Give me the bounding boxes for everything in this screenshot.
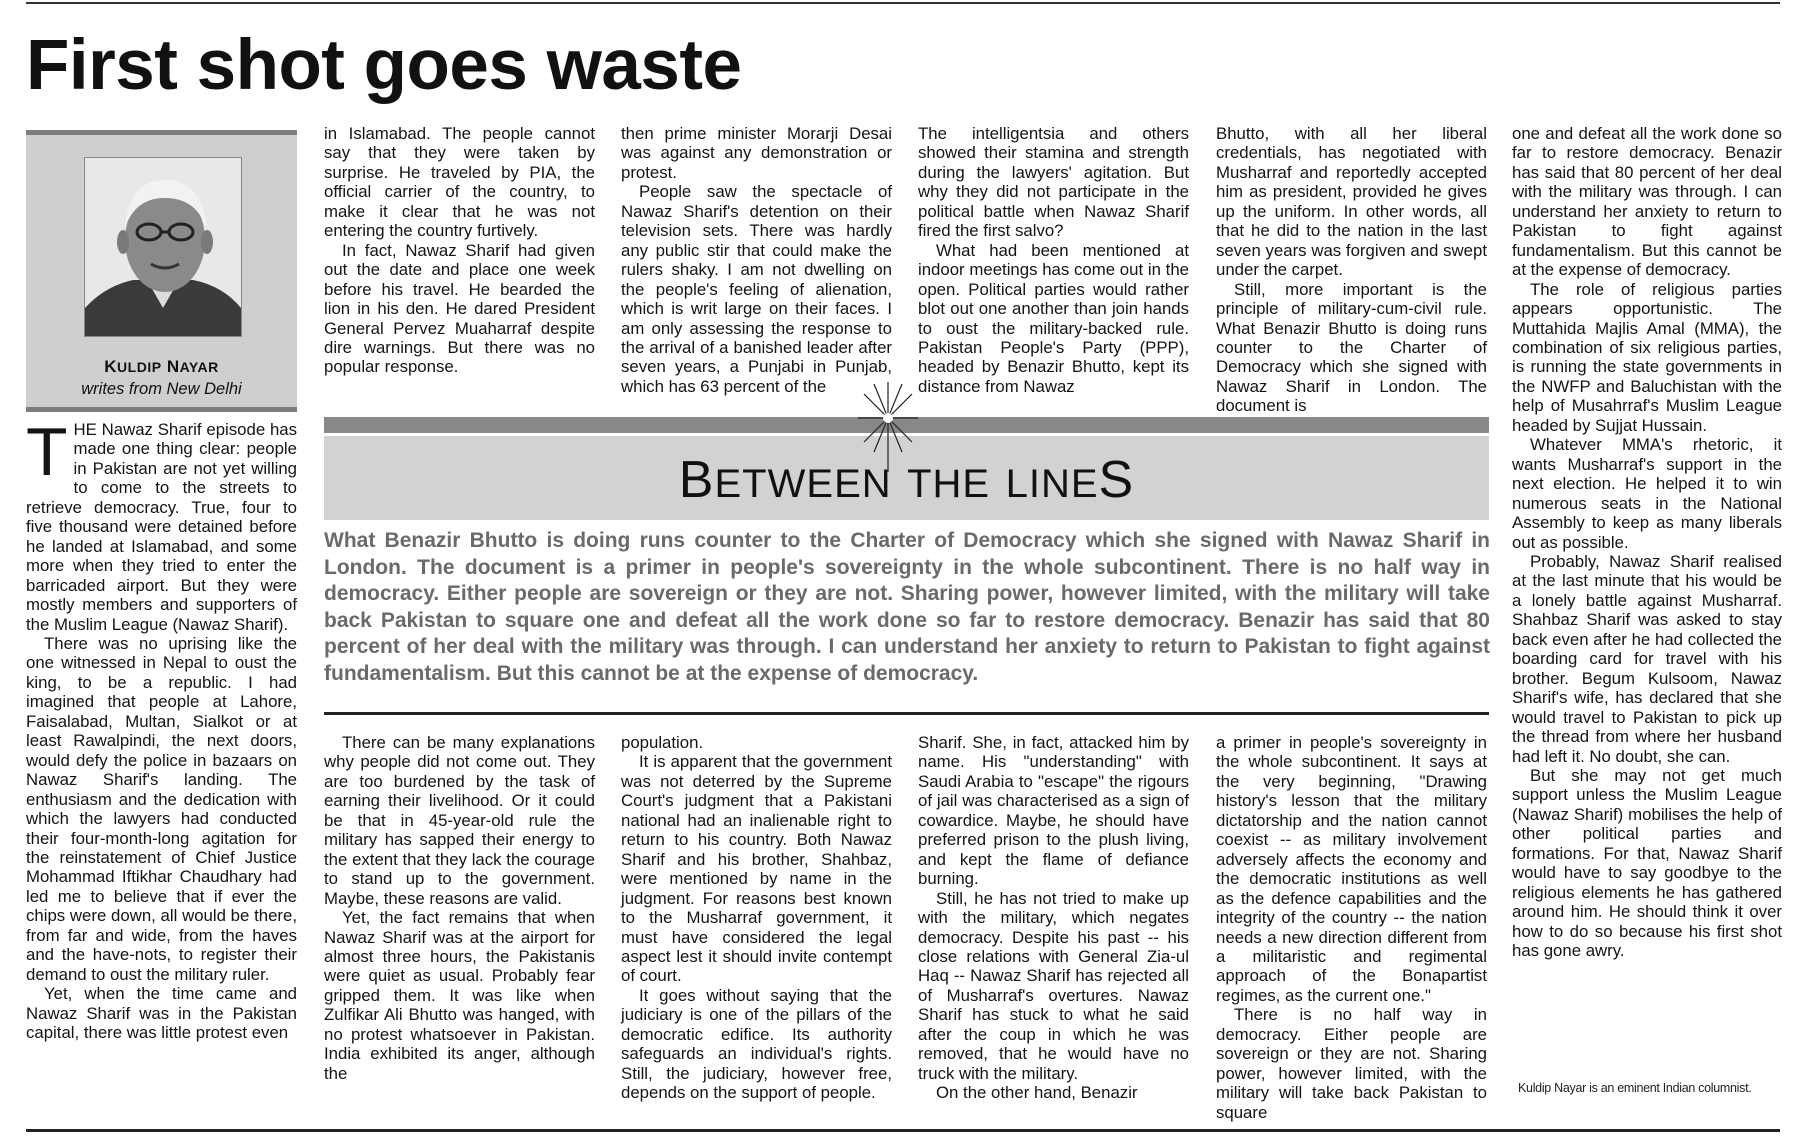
column-3-bottom: [621, 733, 892, 1123]
top-rule: [26, 2, 1780, 4]
paragraph: But she may not get much support unless the Muslim League (Nawaz Sharif) mobilises the help of other political parties and formations. For that, Nawaz Sharif would have to say goodbye to the religious elements he has gathered around him. He should think it over how to do so because his first shot has gone awry.: [1512, 765, 1782, 961]
paragraph: In fact, Nawaz Sharif had given out the date and place one week before his travel. He bearded the lion in his den. He dared President General Pervez Muaharraf despite dire warnings. But there was no popular response.: [324, 240, 595, 377]
paragraph: It is apparent that the government was not deterred by the Supreme Court's judgment that a Pakistani national had an inalienable right to return to his country. Both Nawaz Sharif and his brother, Shahbaz, were mentioned by name in the judgment. For reasons best known to the Musharraf government, it must have considered the legal aspect lest it should invite contempt of court.: [621, 752, 892, 986]
star-burst-icon: [858, 382, 918, 472]
column-2-bottom: [324, 733, 595, 1123]
paragraph: There was no uprising like the one witnessed in Nepal to oust the king, to be a republic. I had imagined that people at Lahore, Faisalabad, Multan, Sialkot or at least Rawalpindi, the next doors, would defy the police in bazaars on Nawaz Sharif's landing. The enthusiasm and the dedication with which the lawyers had conducted their four-month-long agitation for the reinstatement of Chief Justice Mohammad Iftikhar Chaudhary had led me to believe that if ever the chips were down, all would be there, from far and wide, from the haves and the have-nots, to register their demand to oust the military ruler.: [26, 633, 297, 984]
bottom-rule: [26, 1129, 1780, 1132]
paragraph: Probably, Nawaz Sharif realised at the last minute that his would be a lonely battle against Musharraf. Shahbaz Sharif was asked to stay back even after he had collected the boarding card for travel with his brother. Begum Kulsoom, Nawaz Sharif's wife, has declared that she would travel to Pakistan to pick up the thread from where her husband had left it. No doubt, she can.: [1512, 551, 1782, 766]
paragraph: one and defeat all the work done so far to restore democracy. Benazir has said that 80 percent of her deal with the military was through. I can understand her anxiety to return to Pakistan to fight against fundamentalism. But this cannot be at the expense of democracy.: [1512, 124, 1782, 280]
drop-cap: T: [26, 414, 68, 490]
paragraph: There is no half way in democracy. Either people are sovereign or they are not. Sharing power, however limited, with the military will take back Pakistan to square: [1216, 1005, 1487, 1122]
paragraph: Whatever MMA's rhetoric, it wants Musharraf's support in the next election. He helped it to win numerous seats in the National Assembly to keep as many liberals out as possible.: [1512, 435, 1782, 552]
column-3-top: [621, 124, 892, 400]
column-2-top: [324, 124, 595, 400]
author-footnote: Kuldip Nayar is an eminent Indian columnist.: [1518, 1081, 1752, 1095]
column-5-bottom: [1216, 733, 1487, 1123]
pull-quote-rule: [324, 712, 1489, 715]
paragraph: THE Nawaz Sharif episode has made one thing clear: people in Pakistan are not yet willing to come to the streets to retrieve democracy. True, four to five thousand were detained before he landed at Islamabad, and some more when they tried to enter the barricaded airport. But they were mostly members and supporters of the Muslim League (Nawaz Sharif).: [26, 414, 297, 634]
author-name: KULDIP NAYAR: [104, 357, 219, 376]
pull-quote: What Benazir Bhutto is doing runs counter to the Charter of Democracy which she signed with Nawaz Sharif in London. The document is a primer in people's sovereignty in the whole subcontinent. There is no half way in democracy. Either people are sovereign or they are not. Sharing power, however limited, with the military will take back Pakistan to square one and defeat all the work done so far to restore democracy. Benazir has said that 80 percent of her deal with the military was through. I can understand her anxiety to return to Pakistan to fight against fundamentalism. But this cannot be at the expense of democracy.: [324, 529, 1490, 685]
paragraph: It goes without saying that the judiciary is one of the pillars of the democratic edifice. Its authority safeguards an individual's rights. Still, the judiciary, however free, depends on the support of people.: [621, 985, 892, 1103]
paragraph: Yet, the fact remains that when Nawaz Sharif was at the airport for almost three hours, the Pakistanis were quiet as usual. Probably fear gripped them. It was like when Zulfikar Ali Bhutto was hanged, with no protest whatsoever in Pakistan. India exhibited its anger, although the: [324, 908, 595, 1083]
column-4-top: [918, 124, 1189, 400]
column-6: [1512, 124, 1782, 1074]
banner-title-text: BETWEEN THE LINES: [678, 451, 1135, 509]
author-photo: [84, 157, 242, 337]
paragraph: a primer in people's sovereignty in the whole subcontinent. It says at the very beginning, "Drawing history's lesson that the military dictatorship and the nation cannot coexist -- as military involvement adversely affects the economy and the democratic institutions as well as the defence capabilities and the integrity of the country -- the nation needs a new direction different from a militaristic and regimental approach of the Bonapartist regimes, as the current one.": [1216, 733, 1487, 1005]
paragraph: Sharif. She, in fact, attacked him by name. His "understanding" with Saudi Arabia to "escape" the rigours of jail was characterised as a sign of cowardice. Maybe, he should have preferred prison to the plush living, and kept the flame of defiance burning.: [918, 733, 1189, 889]
paragraph: in Islamabad. The people cannot say that they were taken by surprise. He traveled by PIA, the official carrier of the country, to make it clear that he was not entering the country furtively.: [324, 124, 595, 241]
headline: First shot goes waste: [26, 26, 742, 105]
column-5-top: [1216, 124, 1487, 416]
paragraph: Bhutto, with all her liberal credentials, has negotiated with Musharraf and reportedly accepted him as president, provided he gives up the uniform. In other words, all that he did to the nation in the last seven years was forgiven and swept under the carpet.: [1216, 124, 1487, 280]
column-4-bottom: [918, 733, 1189, 1123]
paragraph: What had been mentioned at indoor meetings has come out in the open. Political parties would rather blot out one another than join hands to oust the military-backed rule. Pakistan People's Party (PPP), headed by Benazir Bhutto, kept its distance from Nawaz: [918, 240, 1189, 396]
paragraph: population.: [621, 733, 704, 752]
author-location: writes from New Delhi: [81, 380, 242, 398]
paragraph: The intelligentsia and others showed their stamina and strength during the lawyers' agitation. But why they did not participate in the political battle when Nawaz Sharif fired the first salvo?: [918, 124, 1189, 241]
author-portrait-icon: [85, 158, 241, 336]
column-1: [26, 414, 297, 1126]
paragraph: The role of religious parties appears opportunistic. The Muttahida Majlis Amal (MMA), the combination of six religious parties, is running the state governments in the NWFP and Baluchistan with the help of Musahrraf's Muslim League headed by Sujjat Hussain.: [1512, 279, 1782, 435]
paragraph: Still, more important is the principle of military-cum-civil rule. What Benazir Bhutto is doing runs counter to the Charter of Democracy which she signed with Nawaz Sharif in London. The document is: [1216, 279, 1487, 416]
paragraph: There can be many explanations why people did not come out. They are too burdened by the task of earning their livelihood. Or it could be that in 45-year-old rule the military has sapped their energy to the extent that they lack the courage to stand up to the government. Maybe, these reasons are valid.: [324, 733, 595, 908]
byline-box: [26, 130, 297, 412]
paragraph: People saw the spectacle of Nawaz Sharif's detention on their television sets. There was hardly any public stir that could make the rulers shaky. I am not dwelling on the people's feeling of alienation, which is writ large on their faces. I am only assessing the response to the arrival of a banished leader after seven years, a Punjabi in Punjab, which has 63 percent of the: [621, 182, 892, 396]
paragraph: On the other hand, Benazir: [936, 1083, 1138, 1103]
paragraph: Still, he has not tried to make up with the military, which negates democracy. Despite his past -- his close relations with General Zia-ul Haq -- Nawaz Sharif has rejected all of Musharraf's overtures. Nawaz Sharif has stuck to what he said after the coup in which he was removed, that he would have no truck with the military.: [918, 888, 1189, 1083]
paragraph: Yet, when the time came and Nawaz Sharif was in the Pakistan capital, there was little protest even: [26, 984, 297, 1043]
paragraph: then prime minister Morarji Desai was against any demonstration or protest.: [621, 124, 892, 182]
